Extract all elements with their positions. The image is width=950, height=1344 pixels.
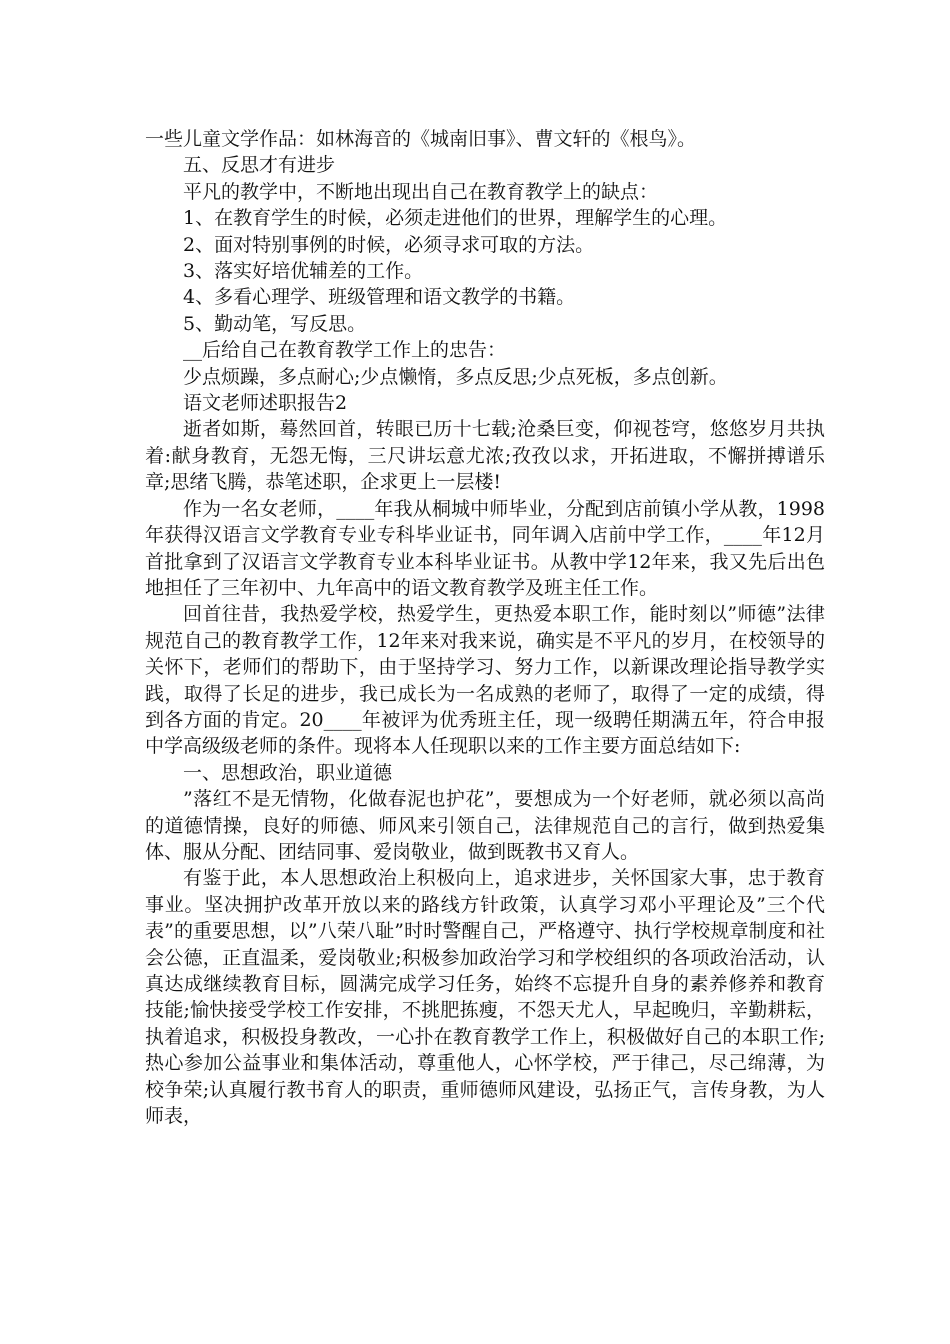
paragraph: __后给自己在教育教学工作上的忠告： xyxy=(183,339,507,362)
paragraph: 平凡的教学中，不断地出现出自己在教育教学上的缺点： xyxy=(183,180,659,203)
section-heading: 五、反思才有进步 xyxy=(183,154,336,177)
paragraph: 逝者如斯，蓦然回首，转眼已历十七载;沧桑巨变，仰视苍穹，悠悠岁月共执着:献身教育，无怨无悔，三尺讲坛意尤浓;孜孜以求，开拓进取，不懈拼搏谱乐章;思绪飞腾，恭笔述职，企求更上一层楼! xyxy=(145,418,825,494)
paragraph: 一些儿童文学作品：如林海音的《城南旧事》、曹文轩的《根鸟》。 xyxy=(145,128,697,150)
section-heading: 一、思想政治，职业道德 xyxy=(183,761,393,784)
document-body xyxy=(145,126,825,1129)
paragraph: 有鉴于此，本人思想政治上积极向上，追求进步，关怀国家大事，忠于教育事业。坚决拥护改革开放以来的路线方针政策，认真学习邓小平理论及”三个代表”的重要思想，以”八荣八耻”时时警醒自己，严格遵守、执行学校规章制度和社会公德，正直温柔，爱岗敬业;积极参加政治学习和学校组织的各项政治活动，认真达成继续教育目标，圆满完成学习任务，始终不忘提升自身的素养修养和教育技能;愉快接受学校工作安排，不挑肥拣瘦，不怨天尤人，早起晚归，辛勤耕耘，执着追求，积极投身教改，一心扑在教育教学工作上，积极做好自己的本职工作;热心参加公益事业和集体活动，尊重他人，心怀学校，严于律己，尽己绵薄，为校争荣;认真履行教书育人的职责，重师德师风建设，弘扬正气，言传身教，为人师表， xyxy=(145,867,825,1128)
paragraph: ”落红不是无情物，化做春泥也护花”，要想成为一个好老师，就必须以高尚的道德情操，良好的师德、师风来引领自己，法律规范自己的言行，做到热爱集体、服从分配、团结同事、爱岗敬业，做到既教书又育人。 xyxy=(145,788,825,863)
list-item: 2、面对特别事例的时候，必须寻求可取的方法。 xyxy=(183,233,595,256)
paragraph: 少点烦躁，多点耐心;少点懒惰，多点反思;少点死板，多点创新。 xyxy=(183,365,728,388)
list-item: 3、落实好培优辅差的工作。 xyxy=(183,260,424,283)
report-title: 语文老师述职报告2 xyxy=(183,392,348,415)
list-item: 4、多看心理学、班级管理和语文教学的书籍。 xyxy=(183,286,576,309)
list-item: 1、在教育学生的时候，必须走进他们的世界，理解学生的心理。 xyxy=(183,207,728,230)
list-item: 5、勤动笔，写反思。 xyxy=(183,312,367,335)
paragraph: 回首往昔，我热爱学校，热爱学生，更热爱本职工作，能时刻以”师德”法律规范自己的教育教学工作，12年来对我来说，确实是不平凡的岁月，在校领导的关怀下，老师们的帮助下，由于坚持学习、努力工作，以新课改理论指导教学实践，取得了长足的进步，我已成长为一名成熟的老师了，取得了一定的成绩，得到各方面的肯定。20____年被评为优秀班主任，现一级聘任期满五年，符合申报中学高级级老师的条件。现将本人任现职以来的工作主要方面总结如下: xyxy=(145,603,825,758)
paragraph: 作为一名女老师，____年我从桐城中师毕业，分配到店前镇小学从教，1998年获得汉语言文学教育专业专科毕业证书，同年调入店前中学工作，____年12月首批拿到了汉语言文学教育专业本科毕业证书。从教中学12年来，我又先后出色地担任了三年初中、九年高中的语文教育教学及班主任工作。 xyxy=(145,497,825,599)
